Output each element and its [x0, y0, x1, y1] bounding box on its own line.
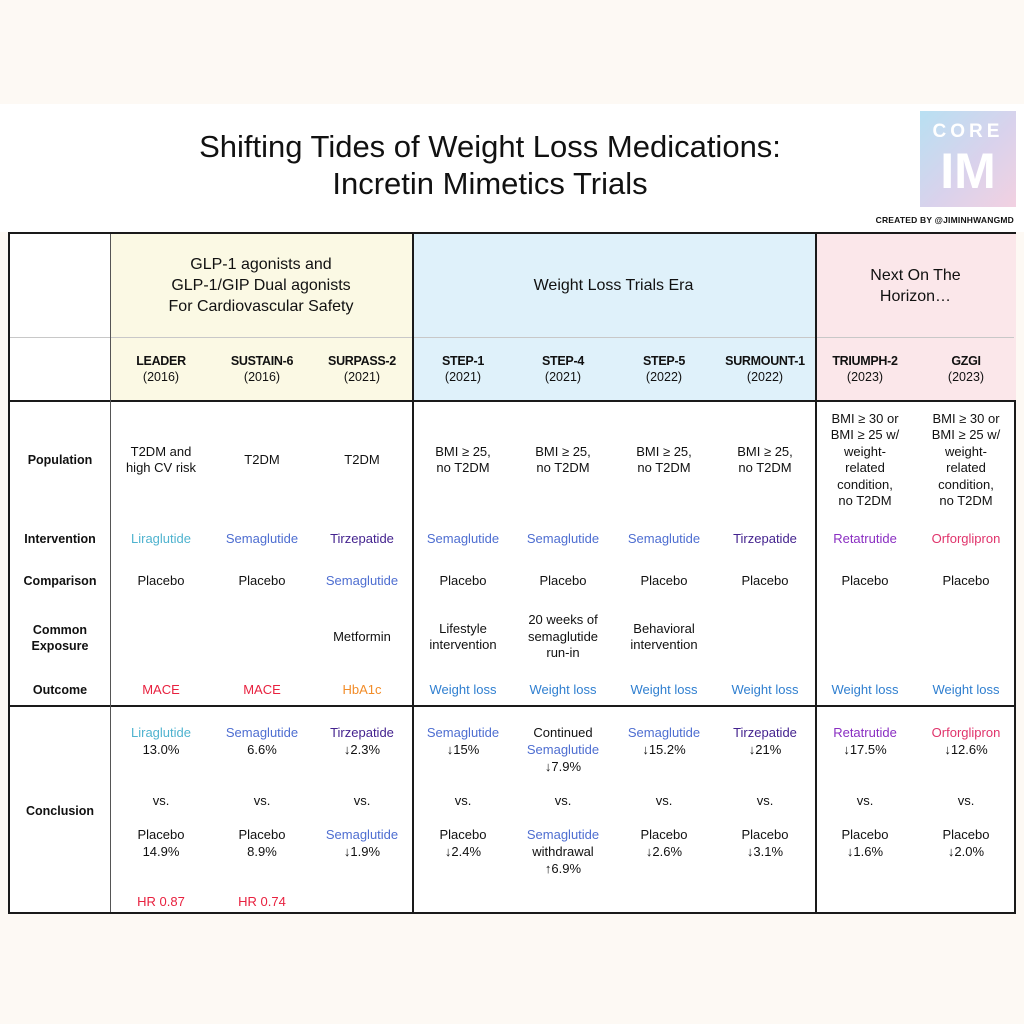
- logo-top-text: CORE: [932, 121, 1004, 142]
- common-exposure-line-1: Behavioral: [633, 620, 695, 636]
- outcome-cell: [111, 680, 211, 700]
- conclusion-cell: [513, 724, 613, 877]
- common-exposure-cell: [312, 606, 412, 668]
- conclusion-line-6: [111, 809, 211, 826]
- conclusion-line-7: Placebo: [841, 827, 889, 842]
- population-line-6: no T2DM: [939, 493, 993, 508]
- conclusion-line-7: Placebo: [439, 827, 487, 842]
- row-label-population-text: [28, 452, 93, 468]
- trial-year: (2021): [343, 370, 381, 384]
- conclusion-line-2: ↓21%: [748, 742, 782, 757]
- trial-name: STEP-5: [643, 354, 685, 368]
- conclusion-line-2: ↓15.2%: [642, 742, 686, 757]
- population-cell: [916, 404, 1016, 516]
- comparison-line-1: Placebo: [238, 572, 286, 588]
- row-label-intervention-text: [24, 531, 96, 547]
- comparison-line-1: Placebo: [439, 572, 487, 588]
- population-line-2: high CV risk: [125, 460, 197, 475]
- comparison-line-1: Placebo: [539, 572, 587, 588]
- trial-name: GZGI: [951, 354, 981, 368]
- trial-name: STEP-4: [542, 354, 584, 368]
- population-cell: [715, 404, 815, 516]
- outcome-line-1: MACE: [243, 681, 281, 697]
- population-line-2: no T2DM: [536, 460, 590, 475]
- intervention-cell: [513, 528, 613, 550]
- common-exposure-line-3: run-in: [546, 645, 580, 661]
- intervention-cell: [715, 528, 815, 550]
- conclusion-line-7: Placebo: [137, 827, 185, 842]
- conclusion-line-4: [916, 775, 1016, 792]
- conclusion-line-2: ↓17.5%: [843, 742, 887, 757]
- common-exposure-line-1: Lifestyle: [439, 620, 487, 636]
- row-label-common-exposure-line-1: Common: [32, 623, 88, 637]
- trial-header-sustain-6: [212, 338, 312, 400]
- intervention-cell: [614, 528, 714, 550]
- population-line-2: no T2DM: [436, 460, 490, 475]
- conclusion-line-6: [513, 809, 613, 826]
- trial-year: (2016): [243, 370, 281, 384]
- core-im-logo: [920, 111, 1016, 207]
- population-line-4: related: [946, 460, 986, 475]
- row-label-outcome: [10, 680, 110, 700]
- row-label-population-line-1: Population: [27, 453, 93, 467]
- conclusion-line-2: 6.6%: [247, 742, 277, 757]
- comparison-cell: [614, 570, 714, 592]
- conclusion-line-4: [111, 775, 211, 792]
- conclusion-line-9: ↑6.9%: [544, 861, 582, 876]
- conclusion-line-6: [312, 809, 412, 826]
- population-line-2: no T2DM: [637, 460, 691, 475]
- conclusion-line-3: [715, 758, 815, 775]
- comparison-line-1: Placebo: [741, 572, 789, 588]
- outcome-line-1: Weight loss: [429, 681, 497, 697]
- outcome-cell: [513, 680, 613, 700]
- population-line-3: weight-: [844, 443, 886, 459]
- conclusion-line-2: 13.0%: [142, 742, 180, 757]
- outcome-cell: [614, 680, 714, 700]
- comparison-line-1: Semaglutide: [325, 572, 399, 588]
- intervention-line-1: Orforglipron: [931, 530, 1001, 546]
- outcome-cell: [715, 680, 815, 700]
- row-label-common-exposure: [10, 618, 110, 658]
- comparison-cell: [715, 570, 815, 592]
- conclusion-line-5: vs.: [655, 793, 673, 808]
- conclusion-cell: [111, 724, 211, 860]
- conclusion-line-5: vs.: [353, 793, 371, 808]
- conclusion-cell: [312, 724, 412, 860]
- group-header-cardio-line-1: GLP-1 agonists and: [190, 256, 332, 273]
- group-header-weightloss-line-1: Weight Loss Trials Era: [533, 277, 694, 294]
- conclusion-line-1: Liraglutide: [131, 725, 191, 740]
- conclusion-line-4: [513, 775, 613, 792]
- row-label-comparison-text: [24, 573, 97, 589]
- conclusion-line-4: [212, 775, 312, 792]
- intervention-line-1: Retatrutide: [833, 530, 897, 546]
- row-label-common-exposure-line-2: Exposure: [31, 639, 89, 653]
- population-line-1: BMI ≥ 30 or: [831, 410, 899, 426]
- conclusion-line-3: [413, 758, 513, 775]
- intervention-line-1: Semaglutide: [225, 530, 299, 546]
- conclusion-line-3: ↓7.9%: [544, 759, 582, 774]
- conclusion-line-6: [715, 809, 815, 826]
- trial-name: SURMOUNT-1: [725, 354, 805, 368]
- population-cell: [312, 404, 412, 516]
- conclusion-line-1: Continued: [533, 725, 593, 740]
- conclusion-line-5: vs.: [756, 793, 774, 808]
- common-exposure-cell: [413, 606, 513, 668]
- trials-table: [8, 232, 1016, 914]
- conclusion-line-7: Semaglutide: [526, 827, 600, 842]
- conclusion-line-3: [212, 758, 312, 775]
- row-label-intervention: [10, 528, 110, 550]
- row-label-comparison: [10, 570, 110, 592]
- conclusion-line-3: [111, 758, 211, 775]
- population-cell: [815, 404, 915, 516]
- trial-year: (2021): [544, 370, 582, 384]
- population-line-2: no T2DM: [738, 460, 792, 475]
- intervention-cell: [815, 528, 915, 550]
- conclusion-line-1: Tirzepatide: [733, 725, 797, 740]
- conclusion-line-7: Placebo: [942, 827, 990, 842]
- intervention-cell: [312, 528, 412, 550]
- trial-year: (2022): [645, 370, 683, 384]
- trial-header-leader: [111, 338, 211, 400]
- conclusion-line-3: [916, 758, 1016, 775]
- trial-year: (2021): [444, 370, 482, 384]
- intervention-line-1: Tirzepatide: [330, 530, 394, 546]
- population-cell: [513, 404, 613, 516]
- intervention-line-1: Tirzepatide: [733, 530, 797, 546]
- group-header-cardio-line-3: For Cardiovascular Safety: [168, 298, 354, 315]
- conclusion-line-1: Orforglipron: [931, 725, 1001, 740]
- conclusion-line-7: Placebo: [640, 827, 688, 842]
- trial-header-step-4: [513, 338, 613, 400]
- conclusion-line-5: vs.: [856, 793, 874, 808]
- conclusion-line-4: [312, 775, 412, 792]
- outcome-line-1: Weight loss: [529, 681, 597, 697]
- row-label-conclusion-line-1: Conclusion: [25, 804, 95, 818]
- population-line-3: weight-: [945, 443, 987, 459]
- trial-header-surpass-2: [312, 338, 412, 400]
- conclusion-line-1: Tirzepatide: [330, 725, 394, 740]
- common-exposure-line-2: intervention: [630, 637, 698, 652]
- conclusion-cell: [916, 724, 1016, 860]
- population-cell: [212, 404, 312, 516]
- trial-header-step-5: [614, 338, 714, 400]
- common-exposure-line-2: intervention: [429, 637, 497, 652]
- page-title: [120, 128, 860, 202]
- comparison-line-1: Placebo: [841, 572, 889, 588]
- conclusion-line-3: [614, 758, 714, 775]
- population-line-2: BMI ≥ 25 w/: [830, 427, 900, 442]
- group-header-cardio-line-2: GLP-1/GIP Dual agonists: [171, 277, 351, 294]
- intervention-line-1: Semaglutide: [426, 530, 500, 546]
- common-exposure-line-2: semaglutide: [527, 628, 599, 644]
- intervention-cell: [916, 528, 1016, 550]
- conclusion-top-border: [10, 705, 1014, 707]
- population-line-1: T2DM and: [130, 443, 192, 459]
- hazard-ratio: HR 0.74: [238, 894, 286, 909]
- header-bottom-border: [10, 400, 1014, 402]
- row-label-outcome-text: [33, 682, 87, 698]
- hazard-ratio: HR 0.87: [137, 894, 185, 909]
- population-line-1: BMI ≥ 30 or: [932, 410, 1000, 426]
- outcome-cell: [815, 680, 915, 700]
- group-header-horizon: [815, 234, 1016, 337]
- comparison-cell: [413, 570, 513, 592]
- outcome-line-1: Weight loss: [831, 681, 899, 697]
- intervention-line-1: Liraglutide: [131, 530, 191, 546]
- population-line-5: condition,: [837, 476, 893, 492]
- trial-name: SUSTAIN-6: [230, 354, 294, 368]
- trial-year: (2023): [846, 370, 884, 384]
- conclusion-line-7: Placebo: [741, 827, 789, 842]
- row-label-common-exposure-text: [32, 622, 89, 654]
- population-line-1: BMI ≥ 25,: [535, 443, 591, 459]
- conclusion-line-6: [212, 809, 312, 826]
- outcome-line-1: HbA1c: [342, 681, 382, 697]
- population-line-1: BMI ≥ 25,: [435, 443, 491, 459]
- intervention-line-1: Semaglutide: [627, 530, 701, 546]
- row-label-population: [10, 440, 110, 480]
- trial-name: TRIUMPH-2: [832, 354, 898, 368]
- group-header-horizon-text: [870, 265, 960, 307]
- outcome-line-1: Weight loss: [932, 681, 1000, 697]
- trial-header-step-1: [413, 338, 513, 400]
- comparison-cell: [916, 570, 1016, 592]
- population-line-6: no T2DM: [838, 493, 892, 508]
- conclusion-line-7: Placebo: [238, 827, 286, 842]
- conclusion-cell: [815, 724, 915, 860]
- conclusion-line-4: [614, 775, 714, 792]
- outcome-cell: [312, 680, 412, 700]
- trial-header-triumph-2: [815, 338, 915, 400]
- conclusion-line-8: ↓1.6%: [846, 844, 884, 859]
- author-credit: CREATED BY @JIMINHWANGMD: [875, 215, 1014, 225]
- conclusion-line-8: ↓2.6%: [645, 844, 683, 859]
- common-exposure-line-1: 20 weeks of: [528, 612, 598, 628]
- trial-year: (2022): [746, 370, 784, 384]
- conclusion-line-1: Semaglutide: [225, 725, 299, 740]
- conclusion-line-6: [413, 809, 513, 826]
- population-line-1: BMI ≥ 25,: [636, 443, 692, 459]
- conclusion-line-5: vs.: [957, 793, 975, 808]
- conclusion-line-6: [614, 809, 714, 826]
- intervention-line-1: Semaglutide: [526, 530, 600, 546]
- row-label-comparison-line-1: Comparison: [23, 574, 97, 588]
- group-header-cardio: [110, 234, 412, 337]
- trial-header-gzgi: [916, 338, 1016, 400]
- common-exposure-line-1: Metformin: [333, 628, 391, 644]
- row-label-conclusion: [10, 800, 110, 822]
- conclusion-line-6: [815, 809, 915, 826]
- conclusion-line-3: [815, 758, 915, 775]
- comparison-cell: [111, 570, 211, 592]
- conclusion-line-1: Retatrutide: [833, 725, 897, 740]
- group-header-cardio-text: [169, 254, 354, 317]
- conclusion-line-2: ↓12.6%: [944, 742, 988, 757]
- conclusion-line-5: vs.: [253, 793, 271, 808]
- conclusion-line-2: Semaglutide: [526, 742, 600, 757]
- group-header-weightloss: [412, 234, 815, 337]
- comparison-cell: [312, 570, 412, 592]
- group-header-horizon-line-2: Horizon…: [879, 287, 952, 305]
- group-header-horizon-line-1: Next On The: [870, 266, 961, 284]
- conclusion-line-8: ↓2.0%: [947, 844, 985, 859]
- population-line-5: condition,: [938, 476, 994, 492]
- conclusion-line-4: [815, 775, 915, 792]
- outcome-line-1: Weight loss: [731, 681, 799, 697]
- conclusion-line-7: Semaglutide: [325, 827, 399, 842]
- conclusion-line-8: 14.9%: [142, 844, 180, 859]
- outcome-cell: [413, 680, 513, 700]
- logo-bottom-text: IM: [940, 143, 996, 199]
- conclusion-line-5: vs.: [152, 793, 170, 808]
- common-exposure-cell: [513, 606, 613, 668]
- outcome-cell: [212, 680, 312, 700]
- conclusion-cell: [715, 724, 815, 860]
- conclusion-cell: [212, 724, 312, 860]
- trial-name: SURPASS-2: [328, 354, 396, 368]
- comparison-cell: [513, 570, 613, 592]
- group-header-weightloss-text: [534, 275, 694, 296]
- trial-name: STEP-1: [442, 354, 484, 368]
- conclusion-cell: [614, 724, 714, 860]
- row-label-outcome-line-1: Outcome: [32, 683, 88, 697]
- population-line-4: related: [845, 460, 885, 475]
- title-line-2: Incretin Mimetics Trials: [332, 166, 648, 201]
- trial-header-surmount-1: [715, 338, 815, 400]
- conclusion-line-1: Semaglutide: [627, 725, 701, 740]
- conclusion-line-2: ↓2.3%: [343, 742, 381, 757]
- population-cell: [111, 404, 211, 516]
- population-line-1: T2DM: [244, 451, 280, 467]
- population-line-2: BMI ≥ 25 w/: [931, 427, 1001, 442]
- conclusion-line-8: ↓3.1%: [746, 844, 784, 859]
- conclusion-cell: [413, 724, 513, 860]
- population-cell: [614, 404, 714, 516]
- outcome-cell: [916, 680, 1016, 700]
- conclusion-line-5: vs.: [554, 793, 572, 808]
- conclusion-line-8: 8.9%: [247, 844, 277, 859]
- intervention-cell: [413, 528, 513, 550]
- conclusion-line-8: ↓1.9%: [343, 844, 381, 859]
- population-line-1: T2DM: [344, 451, 380, 467]
- conclusion-line-6: [916, 809, 1016, 826]
- comparison-line-1: Placebo: [137, 572, 185, 588]
- intervention-cell: [111, 528, 211, 550]
- common-exposure-cell: [614, 606, 714, 668]
- conclusion-line-4: [413, 775, 513, 792]
- row-label-intervention-line-1: Intervention: [24, 532, 96, 546]
- row-label-conclusion-text: [26, 803, 94, 819]
- population-line-1: BMI ≥ 25,: [737, 443, 793, 459]
- comparison-cell: [815, 570, 915, 592]
- conclusion-line-3: [312, 758, 412, 775]
- population-cell: [413, 404, 513, 516]
- conclusion-line-2: ↓15%: [446, 742, 480, 757]
- outcome-line-1: Weight loss: [630, 681, 698, 697]
- trial-year: (2016): [142, 370, 180, 384]
- comparison-cell: [212, 570, 312, 592]
- title-line-1: Shifting Tides of Weight Loss Medications:: [199, 129, 781, 164]
- trial-year: (2023): [947, 370, 985, 384]
- comparison-line-1: Placebo: [640, 572, 688, 588]
- trial-name: LEADER: [136, 354, 186, 368]
- conclusion-line-5: vs.: [454, 793, 472, 808]
- conclusion-line-1: Semaglutide: [426, 725, 500, 740]
- conclusion-line-4: [715, 775, 815, 792]
- conclusion-line-8: ↓2.4%: [444, 844, 482, 859]
- comparison-line-1: Placebo: [942, 572, 990, 588]
- conclusion-line-8: withdrawal: [532, 844, 594, 859]
- intervention-cell: [212, 528, 312, 550]
- outcome-line-1: MACE: [142, 681, 180, 697]
